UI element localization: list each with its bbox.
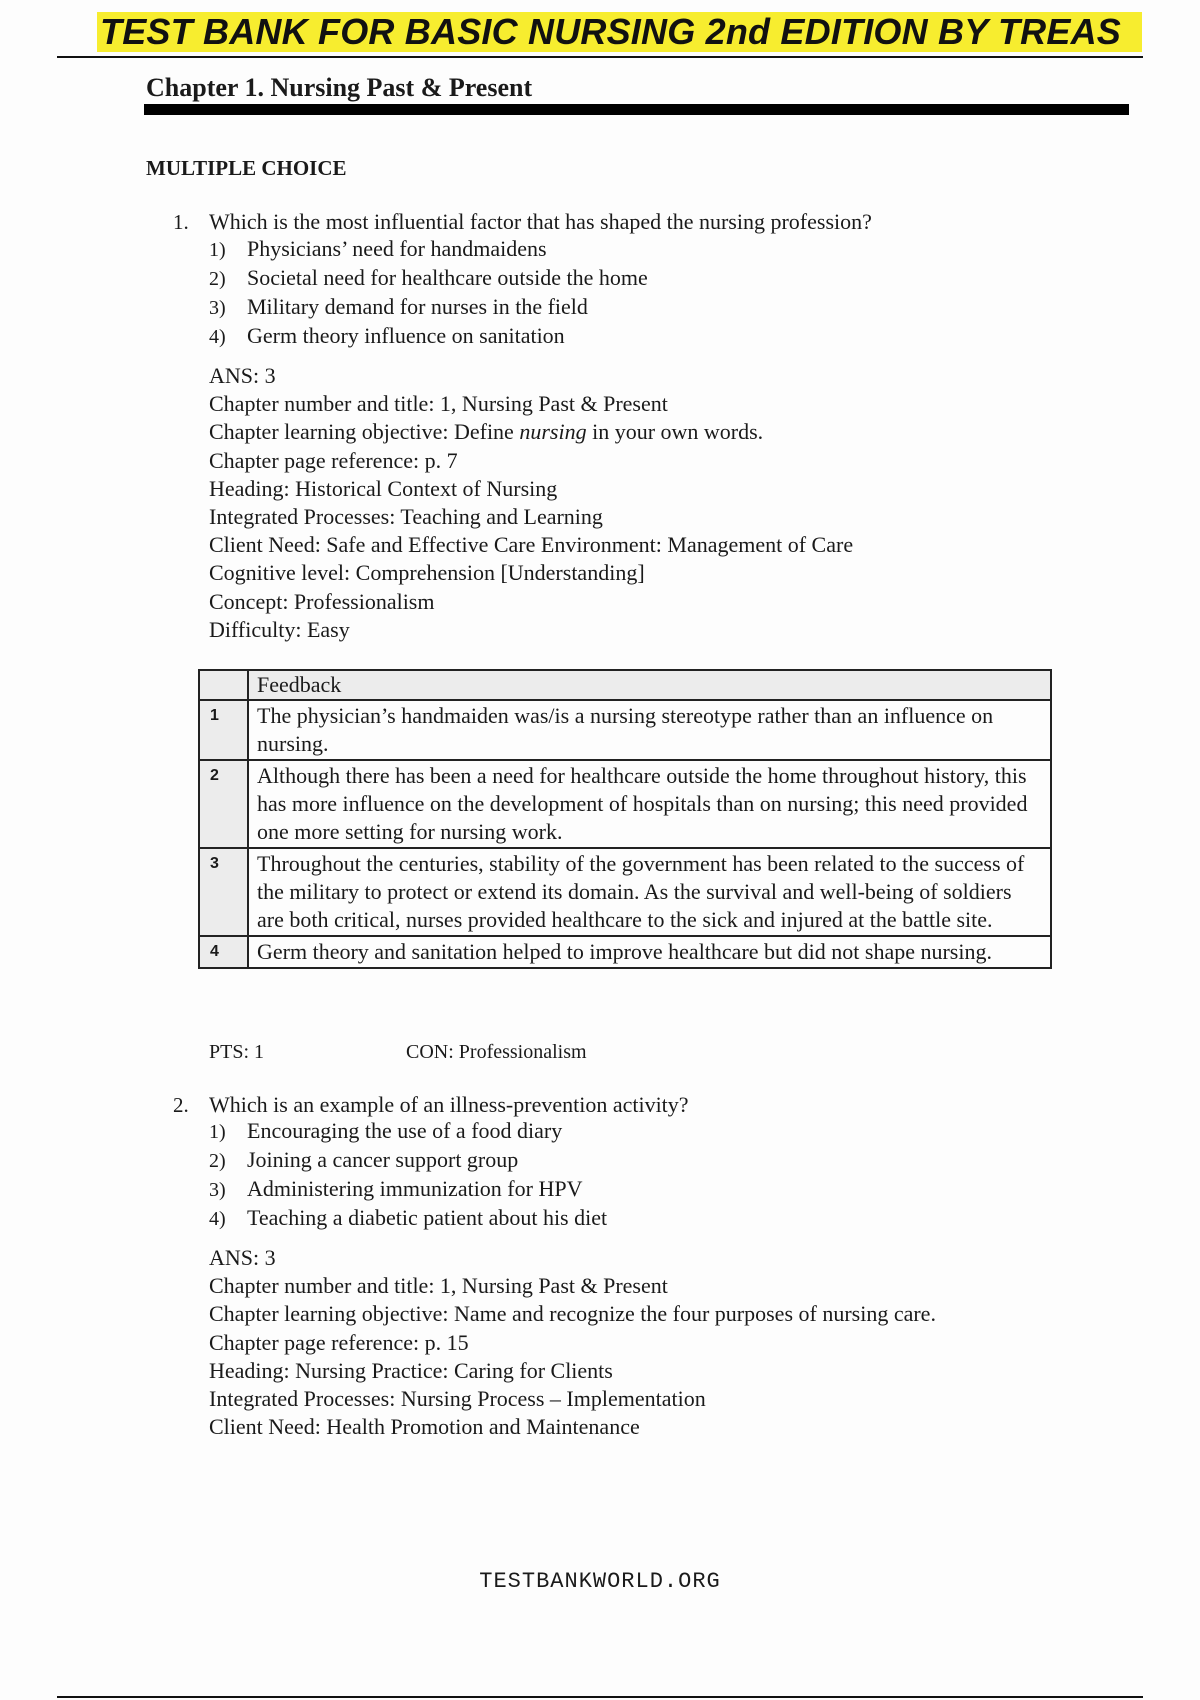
- feedback-header-blank: [199, 670, 248, 700]
- option-text: Physicians’ need for handmaidens: [247, 236, 547, 261]
- chapter-number-title: Chapter number and title: 1, Nursing Past & Present: [209, 1273, 668, 1299]
- option: [209, 1175, 607, 1204]
- question-2-options: [209, 1117, 607, 1233]
- option-number: 2): [209, 1150, 226, 1172]
- page-reference: Chapter page reference: p. 15: [209, 1329, 469, 1355]
- option-number: 4): [209, 326, 226, 348]
- objective-suffix: in your own words.: [586, 419, 764, 445]
- answer: ANS: 3: [209, 363, 276, 388]
- table-row: [199, 848, 1051, 936]
- chapter-number-title: Chapter number and title: 1, Nursing Past & Present: [209, 391, 668, 417]
- option-text: Societal need for healthcare outside the home: [247, 265, 648, 290]
- top-rule: [57, 56, 1143, 58]
- option-number: 4): [209, 1208, 226, 1230]
- feedback-header: Feedback: [248, 670, 1051, 700]
- question-2-metadata: [209, 1244, 936, 1441]
- section-heading: MULTIPLE CHOICE: [146, 156, 347, 180]
- title-banner: TEST BANK FOR BASIC NURSING 2nd EDITION BY TREAS: [97, 12, 1142, 52]
- question-1-options: [209, 235, 648, 351]
- option-text: Military demand for nurses in the field: [247, 294, 588, 319]
- question-1-number: 1.: [173, 210, 189, 234]
- option: [209, 322, 648, 351]
- option: [209, 1204, 607, 1233]
- option-text: Administering immunization for HPV: [247, 1176, 583, 1201]
- question-1-text: Which is the most influential factor that has shaped the nursing profession?: [209, 209, 872, 234]
- answer: ANS: 3: [209, 1245, 276, 1270]
- feedback-number: 3: [199, 848, 248, 936]
- option-number: 1): [209, 239, 226, 261]
- feedback-header-row: [199, 670, 1051, 700]
- option-text: Joining a cancer support group: [247, 1147, 519, 1172]
- points: PTS: 1: [209, 1041, 265, 1063]
- chapter-title: Chapter 1. Nursing Past & Present: [146, 73, 533, 102]
- table-row: [199, 936, 1051, 968]
- feedback-number: 2: [199, 760, 248, 848]
- question-2-number: 2.: [173, 1093, 189, 1117]
- feedback-text: Throughout the centuries, stability of the government has been related to the success of the military to protect or extend its domain. As the survival and well-being of soldiers are both critical, nurses provided healthcare to the sick and injured at the battle site.: [248, 848, 1051, 936]
- question-2-text: Which is an example of an illness-prevention activity?: [209, 1092, 689, 1117]
- heading: Heading: Historical Context of Nursing: [209, 475, 558, 501]
- feedback-number: 4: [199, 936, 248, 968]
- option: [209, 1146, 607, 1175]
- option: [209, 293, 648, 322]
- feedback-number: 1: [199, 700, 248, 760]
- learning-objective: Chapter learning objective: Name and recognize the four purposes of nursing care.: [209, 1301, 936, 1327]
- client-need: Client Need: Safe and Effective Care Environment: Management of Care: [209, 532, 854, 558]
- cognitive-level: Cognitive level: Comprehension [Understanding]: [209, 560, 645, 586]
- concept: Concept: Professionalism: [209, 588, 435, 614]
- feedback-table: [198, 669, 1052, 969]
- option-number: 3): [209, 297, 226, 319]
- table-row: [199, 760, 1051, 848]
- question-1-metadata: [209, 362, 853, 644]
- option-text: Encouraging the use of a food diary: [247, 1118, 563, 1143]
- feedback-text: Although there has been a need for healthcare outside the home throughout history, this has more influence on the development of hospitals than on nursing; this need provided one more setting for nursing work.: [248, 760, 1051, 848]
- integrated-processes: Integrated Processes: Nursing Process – Implementation: [209, 1386, 706, 1412]
- table-row: [199, 700, 1051, 760]
- heading: Heading: Nursing Practice: Caring for Clients: [209, 1357, 613, 1383]
- pts-con-row: [209, 1039, 587, 1065]
- bottom-rule: [57, 1696, 1143, 1698]
- page-reference: Chapter page reference: p. 7: [209, 447, 458, 473]
- objective-prefix: Chapter learning objective: Define: [209, 419, 520, 445]
- option-text: Teaching a diabetic patient about his diet: [247, 1205, 608, 1230]
- option: [209, 264, 648, 293]
- client-need: Client Need: Health Promotion and Maintenance: [209, 1414, 640, 1440]
- difficulty: Difficulty: Easy: [209, 616, 350, 642]
- footer-site-name: TESTBANKWORLD.ORG: [479, 1569, 721, 1594]
- concept-tag: CON: Professionalism: [406, 1041, 587, 1063]
- option-number: 1): [209, 1121, 226, 1143]
- option-number: 2): [209, 268, 226, 290]
- learning-objective: [209, 418, 853, 446]
- feedback-text: Germ theory and sanitation helped to improve healthcare but did not shape nursing.: [248, 936, 1051, 968]
- option: [209, 235, 648, 264]
- objective-emphasis: nursing: [519, 419, 587, 445]
- option-text: Germ theory influence on sanitation: [247, 323, 565, 348]
- chapter-divider: [144, 104, 1129, 115]
- option-number: 3): [209, 1179, 226, 1201]
- integrated-processes: Integrated Processes: Teaching and Learning: [209, 504, 603, 530]
- feedback-text: The physician’s handmaiden was/is a nursing stereotype rather than an influence on nursing.: [248, 700, 1051, 760]
- option: [209, 1117, 607, 1146]
